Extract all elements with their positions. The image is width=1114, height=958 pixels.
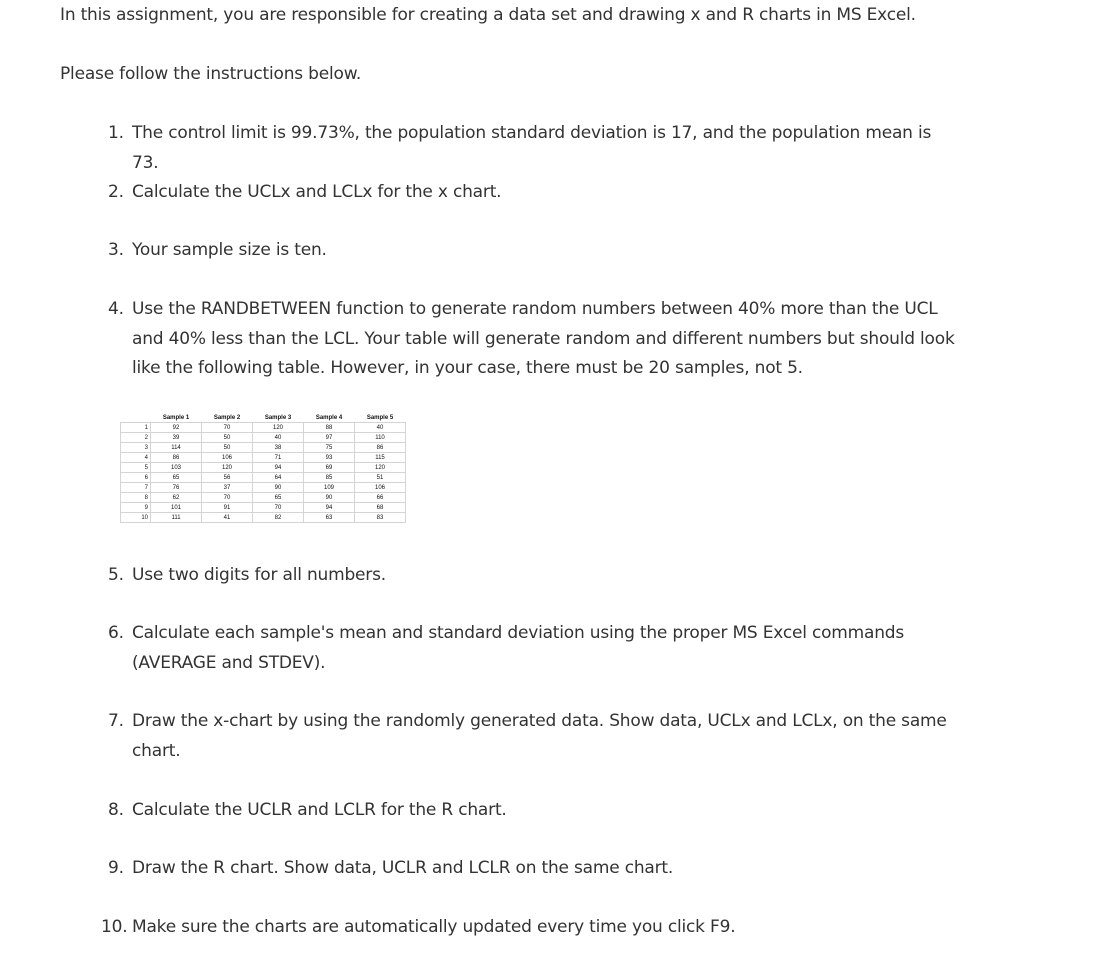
table-cell: 86 [355,443,406,453]
row-number-cell: 8 [121,493,151,503]
row-number-cell: 1 [121,423,151,433]
instruction-number: 1. [108,123,124,143]
table-cell: 93 [304,453,355,463]
table-row [121,453,406,463]
intro-paragraph: In this assignment, you are responsible for creating a data set and drawing x and R charts in MS Excel. [60,5,916,25]
instruction-text: Use two digits for all numbers. [132,565,386,585]
column-header: Sample 5 [355,413,406,423]
table-cell: 111 [151,513,202,523]
table-row [121,463,406,473]
table-row [121,423,406,433]
table-cell: 85 [304,473,355,483]
table-cell: 51 [355,473,406,483]
table-row [121,473,406,483]
sample-data-table [120,412,406,523]
table-cell: 64 [253,473,304,483]
table-cell: 94 [304,503,355,513]
table-cell: 69 [304,463,355,473]
table-cell: 88 [304,423,355,433]
table-cell: 82 [253,513,304,523]
table-cell: 120 [355,463,406,473]
column-header: Sample 3 [253,413,304,423]
table-cell: 65 [253,493,304,503]
instruction-text: Your sample size is ten. [132,240,327,260]
instruction-number: 2. [108,182,124,202]
table-cell: 106 [202,453,253,463]
row-number-cell: 5 [121,463,151,473]
table-cell: 62 [151,493,202,503]
table-cell: 109 [304,483,355,493]
instructions-lead: Please follow the instructions below. [60,64,362,84]
corner-cell [121,413,151,423]
instruction-text: Calculate the UCLR and LCLR for the R chart. [132,800,507,820]
table-cell: 71 [253,453,304,463]
table-cell: 103 [151,463,202,473]
instruction-number: 9. [108,858,124,878]
table-cell: 91 [202,503,253,513]
instruction-text: Calculate the UCLx and LCLx for the x chart. [132,182,502,202]
instruction-text: The control limit is 99.73%, the population standard deviation is 17, and the population mean is 73. [132,123,932,173]
table-cell: 106 [355,483,406,493]
instruction-number: 7. [108,711,124,731]
table-row [121,443,406,453]
instruction-number: 10. [101,917,128,937]
table-cell: 70 [202,493,253,503]
table-cell: 120 [202,463,253,473]
column-header: Sample 2 [202,413,253,423]
instruction-number: 4. [108,299,124,319]
instruction-text: Make sure the charts are automatically updated every time you click F9. [132,917,736,937]
table-cell: 86 [151,453,202,463]
instruction-number: 3. [108,240,124,260]
table-row [121,503,406,513]
table-cell: 70 [202,423,253,433]
column-header: Sample 4 [304,413,355,423]
column-header: Sample 1 [151,413,202,423]
table-cell: 115 [355,453,406,463]
table-header-row [121,413,406,423]
table-cell: 120 [253,423,304,433]
row-number-cell: 7 [121,483,151,493]
table-cell: 66 [355,493,406,503]
table-cell: 114 [151,443,202,453]
row-number-cell: 4 [121,453,151,463]
table-row [121,493,406,503]
instruction-number: 5. [108,565,124,585]
table-cell: 39 [151,433,202,443]
table-cell: 68 [355,503,406,513]
table-cell: 37 [202,483,253,493]
table-cell: 92 [151,423,202,433]
table-cell: 97 [304,433,355,443]
instruction-text: Use the RANDBETWEEN function to generate random numbers between 40% more than the UCL and 40% less than the LCL. Your table will generate random and different numbers but should look like the following table. However, in your case, there must be 20 samples, not 5. [132,299,955,378]
table-cell: 90 [304,493,355,503]
instruction-text: Draw the x-chart by using the randomly generated data. Show data, UCLx and LCLx, on the same chart. [132,711,947,761]
table-cell: 38 [253,443,304,453]
table-row [121,483,406,493]
table-cell: 40 [355,423,406,433]
instruction-number: 6. [108,623,124,643]
table-cell: 94 [253,463,304,473]
table-cell: 40 [253,433,304,443]
table-cell: 50 [202,443,253,453]
table-cell: 90 [253,483,304,493]
table-cell: 76 [151,483,202,493]
table-cell: 70 [253,503,304,513]
table-row [121,513,406,523]
table-cell: 63 [304,513,355,523]
row-number-cell: 2 [121,433,151,443]
table-cell: 65 [151,473,202,483]
row-number-cell: 10 [121,513,151,523]
instruction-number: 8. [108,800,124,820]
table-cell: 83 [355,513,406,523]
table-cell: 75 [304,443,355,453]
table-cell: 101 [151,503,202,513]
table-cell: 56 [202,473,253,483]
instruction-text: Draw the R chart. Show data, UCLR and LCLR on the same chart. [132,858,674,878]
row-number-cell: 3 [121,443,151,453]
row-number-cell: 9 [121,503,151,513]
table-cell: 110 [355,433,406,443]
instruction-text: Calculate each sample's mean and standard deviation using the proper MS Excel commands (AVERAGE and STDEV). [132,623,905,673]
row-number-cell: 6 [121,473,151,483]
table-cell: 50 [202,433,253,443]
table-cell: 41 [202,513,253,523]
table-row [121,433,406,443]
